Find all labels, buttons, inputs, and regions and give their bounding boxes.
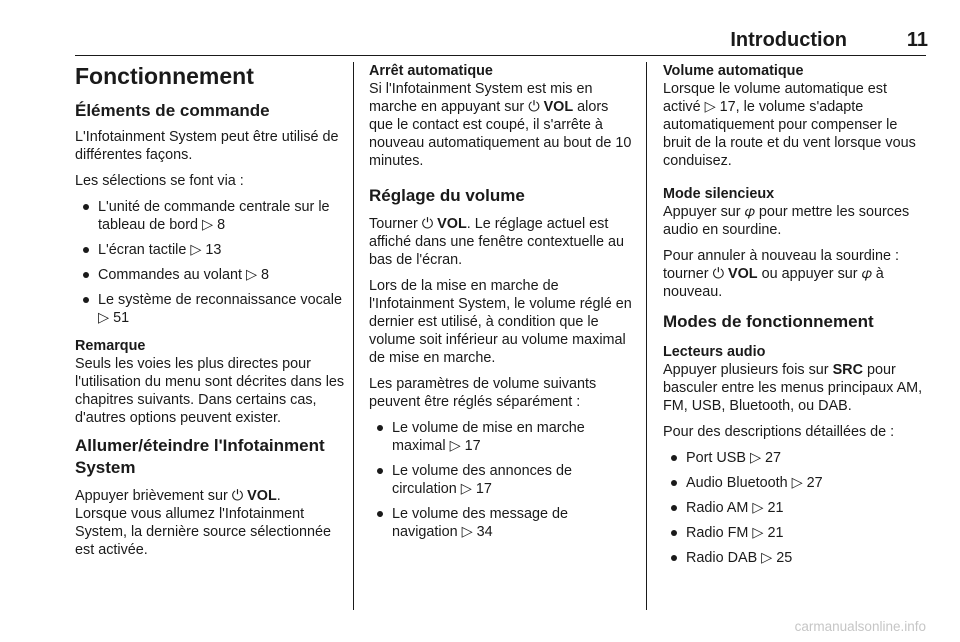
key-label: VOL — [247, 488, 277, 504]
header-rule — [75, 55, 926, 56]
list-item: Radio FM ▷ 21 — [663, 524, 928, 542]
list-item: Radio AM ▷ 21 — [663, 499, 928, 517]
paragraph: Lorsque vous allumez l'Infotainment System, la dernière source sélectionnée est activée. — [75, 506, 331, 558]
column-2 — [369, 62, 635, 551]
paragraph: Appuyer sur 𝜑 pour mettre les sources audio en sourdine. — [663, 204, 910, 238]
list-item: Le volume de mise en marche maximal ▷ 17 — [369, 419, 635, 455]
paragraph — [663, 247, 928, 301]
paragraph — [369, 215, 635, 269]
text: Tourner ⏻ — [369, 216, 438, 232]
key-label: VOL — [727, 266, 758, 282]
paragraph: Lorsque le volume automatique est activé ▷ 17, le volume s'adapte automatiquement pour compenser le bruit de la route et du vent lorsque vous conduisez. — [663, 81, 916, 169]
text: ou appuyer sur 𝜑 à nouveau. — [663, 266, 884, 300]
paragraph — [75, 487, 346, 505]
text: Pour annuler à nouveau la sourdine : tourner ⏻ — [663, 248, 900, 282]
page-number: 11 — [906, 29, 928, 51]
column-3 — [663, 62, 928, 577]
text: pour basculer entre les menus principaux AM, FM, USB, Bluetooth, ou DAB. — [663, 362, 923, 414]
list-item: Port USB ▷ 27 — [663, 449, 928, 467]
controls-list — [75, 198, 346, 327]
running-header-title: Introduction — [730, 29, 847, 51]
list-item: Commandes au volant ▷ 8 — [75, 266, 346, 284]
heading-modes: Modes de fonctionnement — [663, 312, 874, 331]
paragraph: Lors de la mise en marche de l'Infotainment System, le volume réglé en dernier est utilisé, à condition que le volume soit inférieur au volume maximal de mise en marche. — [369, 278, 632, 366]
list-item: Audio Bluetooth ▷ 27 — [663, 474, 928, 492]
text: Appuyer plusieurs fois sur — [663, 362, 833, 378]
list-item: Radio DAB ▷ 25 — [663, 549, 928, 567]
volume-list — [369, 419, 635, 541]
text: . — [276, 488, 281, 504]
note-heading: Remarque — [75, 338, 146, 354]
text: . Le réglage actuel est affiché dans une fenêtre contextuelle au bas de l'écran. — [369, 216, 624, 268]
paragraph: Pour des descriptions détaillées de : — [663, 424, 895, 440]
list-item: Le volume des annonces de circulation ▷ 17 — [369, 462, 635, 498]
paragraph — [663, 361, 928, 415]
note-text: Seuls les voies les plus directes pour l'utilisation du menu sont décrites dans les chapitres suivants. Dans certains cas, d'autres options peuvent exister. — [75, 356, 345, 426]
section-title: Fonctionnement — [75, 63, 254, 89]
key-label: VOL — [437, 216, 467, 232]
column-divider-1 — [353, 62, 354, 610]
text: Appuyer brièvement sur ⏻ — [75, 488, 248, 504]
heading-controls: Éléments de commande — [75, 101, 270, 120]
heading-audio-readers: Lecteurs audio — [663, 344, 766, 360]
heading-auto-off: Arrêt automatique — [369, 63, 493, 79]
key-label: VOL — [543, 99, 574, 115]
text: alors que le contact est coupé, il s'arrête à nouveau automatiquement au bout de 10 minutes. — [369, 99, 632, 169]
paragraph — [369, 80, 635, 170]
text: Si l'Infotainment System est mis en marche en appuyant sur ⏻ — [369, 81, 593, 115]
paragraph: L'Infotainment System peut être utilisé de différentes façons. — [75, 129, 339, 163]
column-1 — [75, 62, 346, 567]
heading-volume: Réglage du volume — [369, 186, 525, 205]
heading-power: Allumer/éteindre l'Infotainment System — [75, 436, 325, 477]
sources-list — [663, 449, 928, 567]
list-item: Le système de reconnaissance vocale ▷ 51 — [75, 291, 346, 327]
column-divider-2 — [646, 62, 647, 610]
paragraph: Les paramètres de volume suivants peuvent être réglés séparément : — [369, 376, 597, 410]
list-item: Le volume des message de navigation ▷ 34 — [369, 505, 635, 541]
watermark: carmanualsonline.info — [794, 619, 926, 634]
key-label: SRC — [832, 362, 863, 378]
heading-mute: Mode silencieux — [663, 186, 775, 202]
list-item: L'écran tactile ▷ 13 — [75, 241, 346, 259]
list-item: L'unité de commande centrale sur le tableau de bord ▷ 8 — [75, 198, 346, 234]
paragraph: Les sélections se font via : — [75, 173, 244, 189]
heading-auto-volume: Volume automatique — [663, 63, 804, 79]
